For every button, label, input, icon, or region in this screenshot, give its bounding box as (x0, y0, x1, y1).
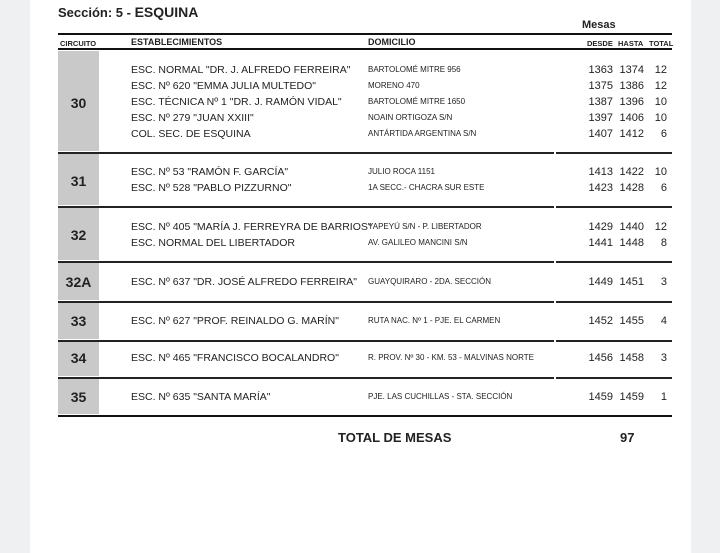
establishment-address: AV. GALILEO MANCINI S/N (368, 238, 468, 247)
row-separator (337, 152, 554, 154)
section-prefix: Sección: 5 - (58, 5, 135, 20)
establishment-address: R. PROV. Nº 30 - KM. 53 - MALVINAS NORTE (368, 353, 534, 362)
desde-value: 1387 (588, 96, 613, 108)
col-establecimientos: ESTABLECIMIENTOS (131, 37, 223, 47)
header-bottom-rule (58, 48, 672, 50)
total-cell-value: 12 (654, 64, 667, 76)
desde-value: 1363 (588, 64, 613, 76)
desde-value: 1413 (588, 166, 613, 178)
circuit-number: 32A (65, 274, 92, 290)
total-cell-value: 6 (660, 182, 667, 194)
row-separator (337, 206, 554, 208)
establishment-name: ESC. Nº 405 "MARÍA J. FERREYRA DE BARRIOS" (131, 221, 372, 233)
hasta-value: 1455 (619, 315, 644, 327)
total-cell-value: 1 (660, 391, 667, 403)
desde-value: 1459 (588, 391, 613, 403)
establishment-name: ESC. Nº 279 "JUAN XXIII" (131, 112, 254, 124)
hasta-value: 1386 (619, 80, 644, 92)
establishment-name: ESC. NORMAL "DR. J. ALFREDO FERREIRA" (131, 64, 351, 76)
total-label: TOTAL DE MESAS (338, 430, 452, 445)
total-cell-value: 6 (660, 128, 667, 140)
row-separator (556, 152, 672, 154)
col-desde: DESDE (587, 39, 613, 48)
desde-value: 1407 (588, 128, 613, 140)
hasta-value: 1374 (619, 64, 644, 76)
row-separator (337, 340, 554, 342)
total-cell-value: 4 (660, 315, 667, 327)
total-cell-value: 8 (660, 237, 667, 249)
hasta-value: 1406 (619, 112, 644, 124)
desde-value: 1441 (588, 237, 613, 249)
hasta-value: 1458 (619, 352, 644, 364)
establishment-name: ESC. NORMAL DEL LIBERTADOR (131, 237, 295, 249)
desde-value: 1423 (588, 182, 613, 194)
hasta-value: 1448 (619, 237, 644, 249)
hasta-value: 1428 (619, 182, 644, 194)
total-cell-value: 12 (654, 80, 667, 92)
desde-value: 1375 (588, 80, 613, 92)
circuit-number: 33 (70, 313, 87, 329)
total-cell-value: 10 (654, 166, 667, 178)
total-cell-value: 10 (654, 112, 667, 124)
establishment-address: GUAYQUIRARO - 2DA. SECCIÓN (368, 277, 491, 286)
header-top-rule (58, 33, 672, 35)
circuit-number: 30 (70, 95, 87, 111)
circuit-number: 34 (70, 350, 87, 366)
establishment-address: BARTOLOMÉ MITRE 1650 (368, 97, 466, 106)
hasta-value: 1440 (619, 221, 644, 233)
circuit-number: 31 (70, 173, 87, 189)
desde-value: 1429 (588, 221, 613, 233)
hasta-value: 1412 (619, 128, 644, 140)
row-separator (337, 377, 554, 379)
total-value: 97 (620, 430, 635, 445)
total-cell-value: 3 (660, 352, 667, 364)
establishment-address: YAPEYÚ S/N - P. LIBERTADOR (368, 222, 482, 231)
establishment-address: NOAIN ORTIGOZA S/N (368, 113, 453, 122)
establishment-name: ESC. Nº 627 "PROF. REINALDO G. MARÍN" (131, 315, 339, 327)
circuit-number: 32 (70, 227, 87, 243)
row-separator (556, 377, 672, 379)
total-cell-value: 3 (660, 276, 667, 288)
establishment-name: ESC. Nº 637 "DR. JOSÉ ALFREDO FERREIRA" (131, 276, 358, 288)
row-separator (556, 206, 672, 208)
establishment-name: ESC. Nº 528 "PABLO PIZZURNO" (131, 182, 292, 194)
total-cell-value: 12 (654, 221, 667, 233)
row-separator (337, 301, 554, 303)
establishment-address: BARTOLOMÉ MITRE 956 (368, 65, 461, 74)
establishment-address: RUTA NAC. Nº 1 - PJE. EL CARMEN (368, 316, 501, 325)
col-total: TOTAL (649, 39, 674, 48)
establishment-name: ESC. Nº 620 "EMMA JULIA MULTEDO" (131, 80, 316, 92)
row-separator (556, 261, 672, 263)
establishment-address: PJE. LAS CUCHILLAS - STA. SECCIÓN (368, 392, 513, 401)
col-hasta: HASTA (618, 39, 644, 48)
hasta-value: 1459 (619, 391, 644, 403)
establishment-name: COL. SEC. DE ESQUINA (131, 128, 251, 140)
hasta-value: 1422 (619, 166, 644, 178)
hasta-value: 1396 (619, 96, 644, 108)
row-separator (337, 261, 554, 263)
establishment-name: ESC. TÉCNICA Nº 1 "DR. J. RAMÓN VIDAL" (131, 96, 342, 108)
row-separator (556, 340, 672, 342)
establishment-name: ESC. Nº 465 "FRANCISCO BOCALANDRO" (131, 352, 339, 364)
establishment-address: JULIO ROCA 1151 (368, 167, 435, 176)
establishment-name: ESC. Nº 53 "RAMÓN F. GARCÍA" (131, 166, 289, 178)
desde-value: 1456 (588, 352, 613, 364)
circuit-number: 35 (70, 389, 87, 405)
section-title (58, 4, 198, 20)
hasta-value: 1451 (619, 276, 644, 288)
establishment-name: ESC. Nº 635 "SANTA MARÍA" (131, 391, 271, 403)
section-name: ESQUINA (134, 4, 199, 20)
row-separator (556, 301, 672, 303)
total-cell-value: 10 (654, 96, 667, 108)
desde-value: 1449 (588, 276, 613, 288)
col-circuito: CIRCUITO (60, 39, 97, 48)
desde-value: 1452 (588, 315, 613, 327)
establishment-address: ANTÁRTIDA ARGENTINA S/N (368, 129, 477, 138)
establishment-address: 1A SECC.- CHACRA SUR ESTE (368, 183, 485, 192)
col-domicilio: DOMICILIO (368, 37, 416, 47)
establishment-address: MORENO 470 (368, 81, 420, 90)
desde-value: 1397 (588, 112, 613, 124)
mesas-header: Mesas (582, 19, 616, 31)
final-rule (58, 415, 672, 417)
